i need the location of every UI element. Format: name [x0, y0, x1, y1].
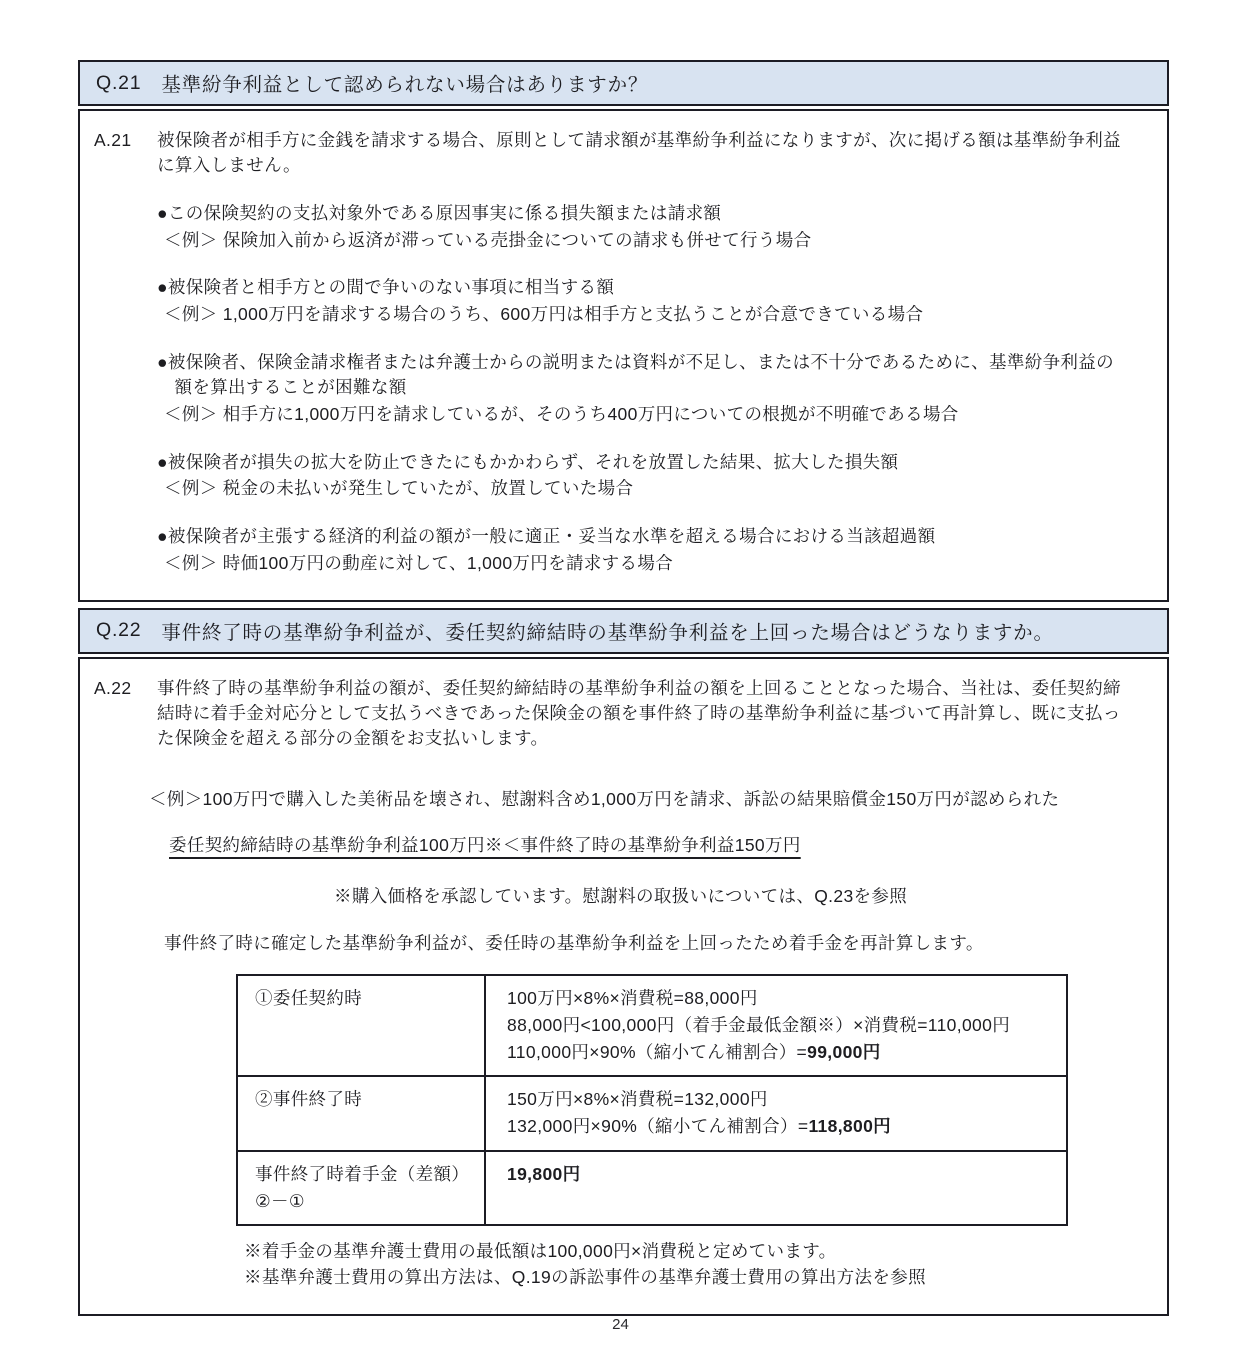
- answer-22-intro: 事件終了時の基準紛争利益の額が、委任契約締結時の基準紛争利益の額を上回ることとなった場合、当社は、委任契約締結時に着手金対応分として支払うべきであった保険金の額を事件終了時の基準紛争利益に基づいて再計算し、既に支払った保険金を超える部分の金額をお支払いします。: [157, 677, 1121, 748]
- answer-21-label: A.21: [94, 130, 132, 150]
- comparison-note: ※購入価格を承認しています。慰謝料の取扱いについては、Q.23を参照: [334, 886, 908, 907]
- table-row-difference: [237, 1151, 1067, 1225]
- exclusion-item: [157, 275, 1123, 327]
- exclusion-item-example: ＜例＞ 時価100万円の動産に対して、1,000万円を請求する場合: [164, 553, 674, 574]
- calc-line: 150万円×8%×消費税=132,000円: [507, 1089, 768, 1110]
- table-row-case-end: [237, 1076, 1067, 1150]
- calc-line: 88,000円<100,000円（着手金最低金額※）×消費税=110,000円: [507, 1015, 1011, 1035]
- page-number: 24: [612, 1316, 629, 1333]
- qa-section-22: [78, 608, 1169, 1316]
- exclusion-item-example: ＜例＞ 税金の未払いが発生していたが、放置していた場合: [164, 478, 634, 499]
- exclusion-item-example: ＜例＞ 相手方に1,000万円を請求しているが、そのうち400万円についての根拠が不明確である場合: [164, 403, 959, 424]
- fee-recalculation-table: [236, 974, 1068, 1226]
- calc-line: 110,000円×90%（縮小てん補割合）=99,000円: [507, 1042, 881, 1063]
- page-content: [78, 60, 1169, 1316]
- exclusion-item-text: ●被保険者が主張する経済的利益の額が一般に適正・妥当な水準を超える場合における当該超過額: [157, 526, 936, 547]
- benefit-comparison-line: 委任契約締結時の基準紛争利益100万円※＜事件終了時の基準紛争利益150万円: [169, 835, 801, 856]
- table-row-contract-time: [237, 975, 1067, 1076]
- answer-21-intro: 被保険者が相手方に金銭を請求する場合、原則として請求額が基準紛争利益になりますが、次に掲げる額は基準紛争利益に算入しません。: [157, 130, 1121, 175]
- exclusion-item: [157, 201, 1123, 253]
- exclusion-item: [157, 450, 1123, 502]
- table-note: ※基準弁護士費用の算出方法は、Q.19の訴訟事件の基準弁護士費用の算出方法を参照: [244, 1267, 926, 1287]
- calc-line: 100万円×8%×消費税=88,000円: [507, 987, 758, 1008]
- question-21-title: 基準紛争利益として認められない場合はありますか？: [161, 74, 649, 96]
- calc-line: 132,000円×90%（縮小てん補割合）=118,800円: [507, 1116, 892, 1137]
- question-22-title: 事件終了時の基準紛争利益が、委任契約締結時の基準紛争利益を上回った場合はどうなりますか。: [161, 621, 1054, 644]
- row-label-difference: 事件終了時着手金（差額） ②－①: [237, 1151, 485, 1225]
- exclusion-item-text: ●被保険者と相手方との間で争いのない事項に相当する額: [157, 277, 615, 298]
- case-example-line: ＜例＞100万円で購入した美術品を壊され、慰謝料含め1,000万円を請求、訴訟の結果賠償金150万円が認められた: [149, 788, 1060, 809]
- answer-22-row: [94, 676, 1151, 751]
- exclusion-item-text: ●被保険者が損失の拡大を防止できたにもかかわらず、それを放置した結果、拡大した損失額: [157, 451, 899, 472]
- row-label-case-end: ②事件終了時: [237, 1076, 485, 1150]
- exclusion-item-example: ＜例＞ 保険加入前から返済が滞っている売掛金についての請求も併せて行う場合: [164, 229, 812, 250]
- recalculation-line: 事件終了時に確定した基準紛争利益が、委任時の基準紛争利益を上回ったため着手金を再計算します。: [164, 933, 984, 954]
- row-label-contract-time: ①委任契約時: [237, 975, 485, 1076]
- calc-result: 19,800円: [507, 1163, 581, 1184]
- calc-result: 99,000円: [807, 1042, 881, 1063]
- row-value-contract-time: [485, 975, 1067, 1076]
- exclusion-item-example: ＜例＞ 1,000万円を請求する場合のうち、600万円は相手方と支払うことが合意できている場合: [164, 304, 924, 325]
- answer-22-label: A.22: [94, 677, 132, 698]
- calc-result: 118,800円: [808, 1116, 892, 1137]
- exclusion-item: [157, 524, 1123, 576]
- answer-21-content: [157, 128, 1151, 576]
- exclusion-item: [157, 350, 1123, 427]
- row-value-difference: [485, 1151, 1067, 1225]
- table-note: ※着手金の基準弁護士費用の最低額は100,000円×消費税と定めています。: [244, 1240, 837, 1261]
- answer-22-content: [157, 676, 1151, 751]
- answer-21-row: [94, 128, 1151, 576]
- exclusion-item-text: ●この保険契約の支払対象外である原因事実に係る損失額または請求額: [157, 202, 722, 223]
- qa-section-21: [78, 60, 1169, 602]
- question-22-label: Q.22: [96, 619, 142, 642]
- question-22-header: [78, 608, 1169, 654]
- question-21-header: [78, 60, 1169, 106]
- exclusion-item-text: ●被保険者、保険金請求権者または弁護士からの説明または資料が不足し、または不十分であるために、基準紛争利益の額を算出することが困難な額: [157, 352, 1114, 397]
- table-notes: [244, 1238, 1131, 1291]
- row-value-case-end: [485, 1076, 1067, 1150]
- question-21-label: Q.21: [96, 71, 142, 94]
- answer-21-box: [78, 109, 1169, 602]
- answer-22-box: [78, 657, 1169, 1316]
